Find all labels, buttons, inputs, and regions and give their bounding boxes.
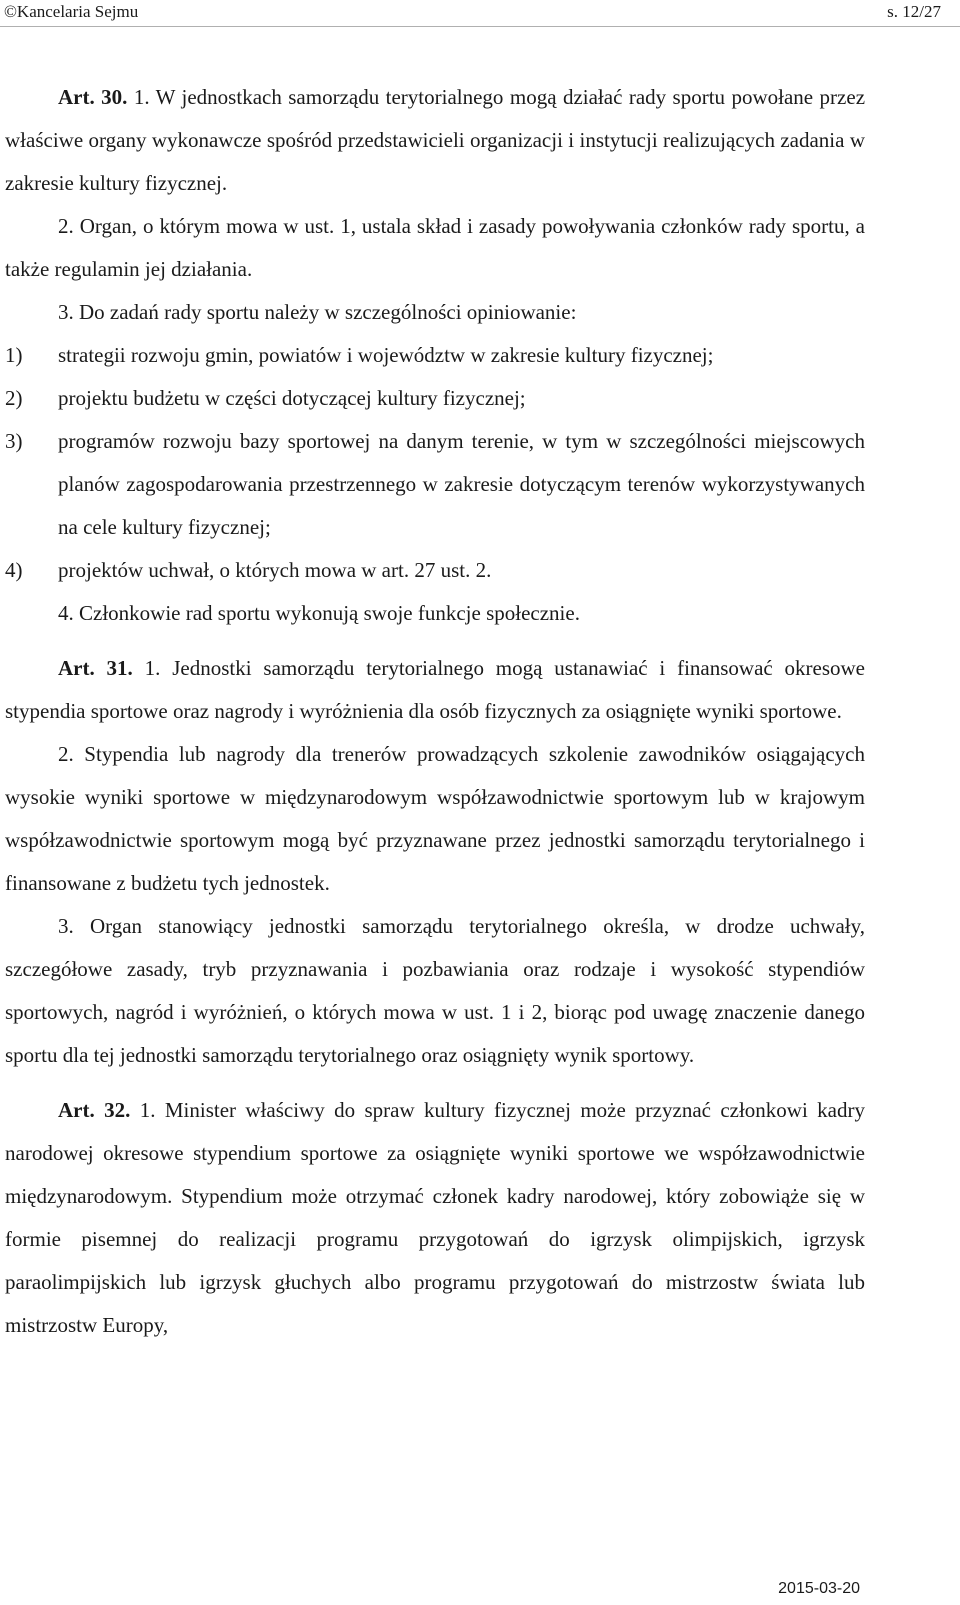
- art31-para-2: 2. Stypendia lub nagrody dla trenerów prowadzących szkolenie zawodników osiągających wysokie wyniki sportowe w międzynarodowym współzawodnictwie sportowym lub w krajowym współzawodnictwie sportowym mogą być przyznawane przez jednostki samorządu terytorialnego i finansowane z budżetu tych jednostek.: [5, 742, 865, 895]
- art30-item-1: [5, 334, 865, 377]
- source-label: ©Kancelaria Sejmu: [4, 2, 139, 21]
- art32-label: Art. 32.: [58, 1098, 131, 1122]
- item-text: strategii rozwoju gmin, powiatów i województw w zakresie kultury fizycznej;: [58, 343, 714, 367]
- art30-para-4: 4. Członkowie rad sportu wykonują swoje funkcje społecznie.: [58, 601, 580, 625]
- art31-para-3: 3. Organ stanowiący jednostki samorządu terytorialnego określa, w drodze uchwały, szczegółowe zasady, tryb przyznawania i pozbawiania oraz rodzaje i wysokość stypendiów sportowych, nagród i wyróżnień, o których mowa w ust. 1 i 2, biorąc pod uwagę znaczenie danego sportu dla tej jednostki samorządu terytorialnego oraz osiągnięty wynik sportowy.: [5, 914, 865, 1067]
- footer-date: 2015-03-20: [778, 1580, 860, 1597]
- art30-item-3: [5, 420, 865, 549]
- art32-para-1: [5, 1089, 865, 1347]
- art30-para-2: 2. Organ, o którym mowa w ust. 1, ustala skład i zasady powoływania członków rady sportu, a także regulamin jej działania.: [5, 214, 865, 281]
- item-number: 4): [5, 558, 23, 582]
- art32-para-1-text: 1. Minister właściwy do spraw kultury fizycznej może przyznać członkowi kadry narodowej okresowe stypendium sportowe za osiągnięte wyniki sportowe we współzawodnictwie międzynarodowym. Stypendium może otrzymać członek kadry narodowej, który zobowiąże się w formie pisemnej do realizacji programu przygotowań do igrzysk olimpijskich, igrzysk paraolimpijskich lub igrzysk głuchych albo programu przygotowań do mistrzostw świata lub mistrzostw Europy,: [5, 1098, 865, 1337]
- art31-label: Art. 31.: [58, 656, 133, 680]
- art30-item-4: [5, 549, 865, 592]
- art31-para-1: [5, 647, 865, 733]
- item-number: 2): [5, 386, 23, 410]
- item-text: projektu budżetu w części dotyczącej kultury fizycznej;: [58, 386, 526, 410]
- item-text: projektów uchwał, o których mowa w art. 27 ust. 2.: [58, 558, 492, 582]
- art30-para-1: [5, 76, 865, 205]
- page-header: [0, 0, 960, 27]
- art31-para-1-text: 1. Jednostki samorządu terytorialnego mogą ustanawiać i finansować okresowe stypendia sportowe oraz nagrody i wyróżnienia dla osób fizycznych za osiągnięte wyniki sportowe.: [5, 656, 866, 723]
- page-number: s. 12/27: [887, 2, 941, 21]
- item-number: 3): [5, 429, 23, 453]
- art30-label: Art. 30.: [58, 85, 128, 109]
- item-number: 1): [5, 343, 23, 367]
- item-text: programów rozwoju bazy sportowej na danym terenie, w tym w szczególności miejscowych planów zagospodarowania przestrzennego w zakresie dotyczącym terenów wykorzystywanych na cele kultury fizycznej;: [58, 429, 865, 539]
- art30-para-3: 3. Do zadań rady sportu należy w szczególności opiniowanie:: [58, 300, 577, 324]
- art30-para-1-text: 1. W jednostkach samorządu terytorialnego mogą działać rady sportu powołane przez właściwe organy wykonawcze spośród przedstawicieli organizacji i instytucji realizujących zadania w zakresie kultury fizycznej.: [5, 85, 866, 195]
- document-body: [5, 76, 865, 1347]
- art30-item-2: [5, 377, 865, 420]
